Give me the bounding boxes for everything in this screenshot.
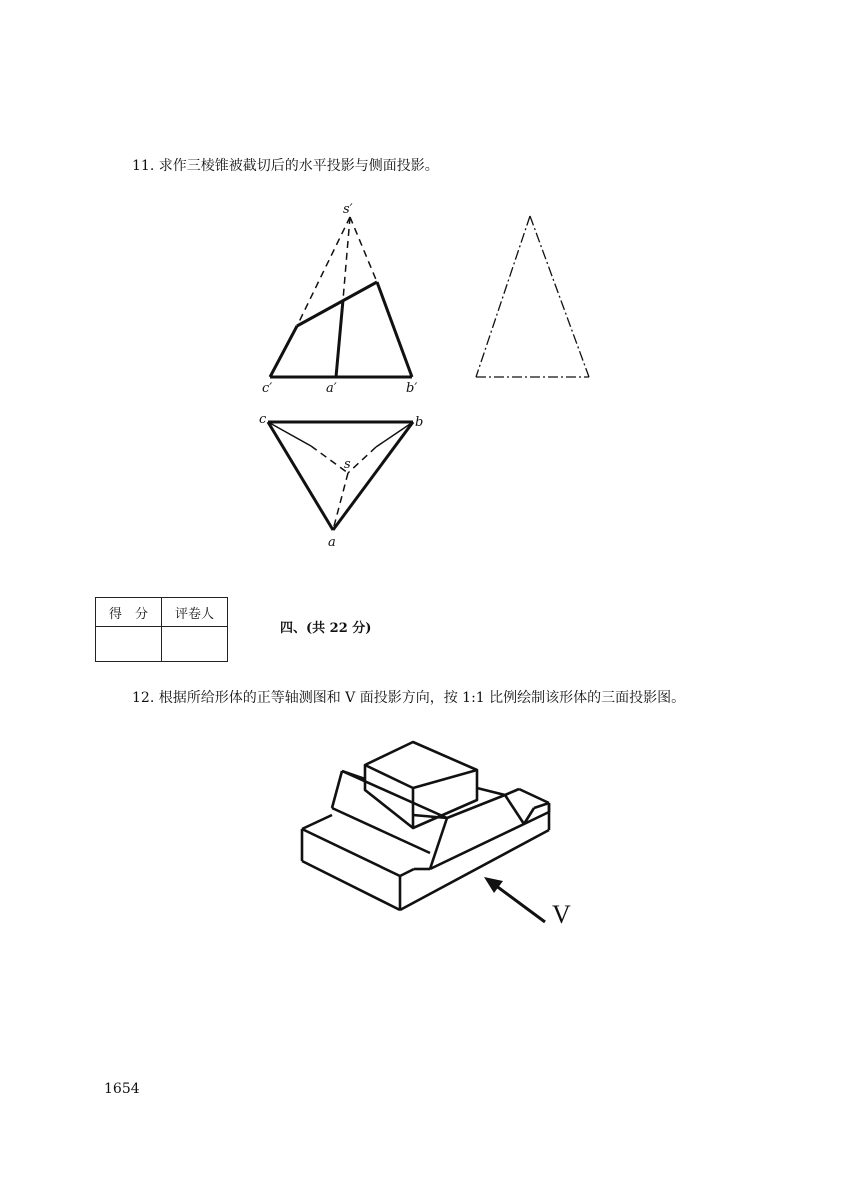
score-table-value-row — [96, 627, 228, 662]
right-top-edge — [534, 803, 549, 808]
front-edge-right-lower — [377, 282, 412, 377]
side-left-edge — [476, 216, 530, 377]
question-11-text: 11. 求作三棱锥被截切后的水平投影与侧面投影。 — [132, 158, 439, 174]
right-back-ledge — [505, 789, 519, 795]
side-view-outline — [476, 216, 589, 377]
label-a: a — [328, 535, 336, 550]
score-table-header-row — [96, 598, 228, 627]
score-value-cell[interactable] — [96, 627, 162, 662]
middle-tier-left-slope — [332, 771, 342, 808]
top-edge-bs-solid — [376, 422, 413, 447]
score-header-cell: 得 分 — [96, 598, 162, 627]
top-edge-cs-dashed — [311, 446, 348, 473]
label-s-prime: s′ — [343, 202, 353, 217]
label-c-prime: c′ — [262, 381, 273, 396]
page-number: 1654 — [104, 1081, 140, 1097]
front-edge-right-upper-dashed — [350, 217, 377, 282]
base-left-back — [302, 815, 332, 829]
top-view-pyramid — [268, 422, 413, 530]
v-direction-arrow-icon — [484, 877, 545, 922]
isometric-solid — [302, 742, 549, 910]
label-c: c — [259, 412, 267, 427]
label-b: b — [415, 415, 424, 430]
grader-header-cell: 评卷人 — [162, 598, 228, 627]
right-notch-down — [505, 795, 524, 824]
front-view-pyramid — [270, 217, 412, 377]
front-edge-left-lower — [270, 326, 297, 377]
front-edge-center-lower — [336, 300, 343, 377]
right-back-edge — [519, 789, 549, 803]
arrow-label-v: V — [552, 900, 571, 929]
grader-value-cell[interactable] — [162, 627, 228, 662]
label-b-prime: b′ — [406, 381, 418, 396]
question-12-text: 12. 根据所给形体的正等轴测图和 V 面投影方向，按 1:1 比例绘制该形体的三面投影图。 — [132, 690, 686, 706]
score-table — [95, 597, 228, 662]
top-edge-bs-dashed — [348, 447, 376, 473]
arrow-shaft — [495, 885, 545, 922]
section-title: 四、(共 22 分) — [280, 621, 372, 636]
label-a-prime: a′ — [326, 381, 337, 396]
side-right-edge — [530, 216, 589, 377]
base-step-ledge — [400, 869, 414, 876]
label-s: s — [344, 457, 351, 472]
top-edge-ca — [268, 422, 333, 530]
front-cut-line — [297, 282, 377, 326]
middle-tier-right-ledge — [477, 788, 505, 795]
top-edge-ba — [333, 422, 413, 530]
